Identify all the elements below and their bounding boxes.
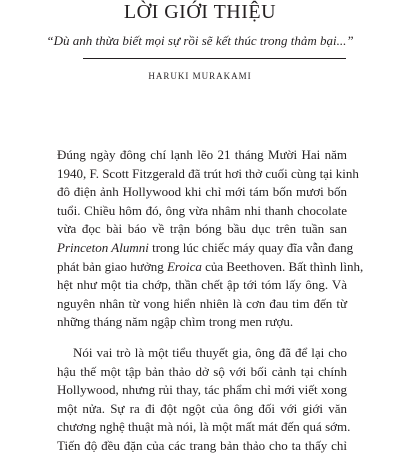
text-run: vừa đọc bài báo về trận bóng bầu dục trên tuần san [57, 221, 347, 237]
text-run: Nói vai trò là một tiểu thuyết gia, ông đã để lại cho [73, 344, 347, 360]
text-line [57, 418, 351, 437]
text-run: của Beethoven. Bất thình lình, [201, 258, 364, 274]
text-line [57, 400, 347, 419]
text-run: chương nghệ thuật mà nói, là một mất mát đến quá sớm. [57, 419, 351, 435]
body-text [57, 146, 364, 456]
divider-rule [83, 58, 346, 59]
text-line [57, 313, 347, 332]
text-run: tuổi. Chiều hôm đó, ông vừa nhâm nhi thanh chocolate [57, 202, 347, 218]
chapter-epigraph: “Dù anh thừa biết mọi sự rồi sẽ kết thúc trong thảm bại...” [46, 33, 354, 48]
text-line [57, 258, 364, 277]
text-line [57, 220, 347, 239]
text-line [57, 276, 347, 295]
text-line [57, 183, 347, 202]
text-line [57, 344, 347, 363]
text-run: Hollywood, nhưng rủi thay, tác phẩm chỉ mới viết xong [57, 382, 347, 398]
italic-text: Eroica [166, 258, 202, 274]
text-line [57, 146, 347, 165]
text-run: nguyên nhân từ vong hiển nhiên là cơn đau tim đến từ [57, 295, 347, 311]
text-run: hệt như một tia chớp, thần chết ập tới tóm lấy ông. Và [57, 277, 347, 293]
text-line [57, 202, 347, 221]
text-line [57, 165, 359, 184]
text-line [57, 239, 354, 258]
italic-text: Princeton Alumni [57, 239, 149, 255]
text-line [57, 295, 347, 314]
text-line [57, 437, 347, 456]
paragraph [57, 146, 364, 332]
chapter-title: LỜI GIỚI THIỆU [123, 1, 277, 23]
text-run: Đúng ngày đông chí lạnh lẽo 21 tháng Mười Hai năm [57, 147, 347, 162]
text-run: trong lúc chiếc máy quay đĩa vẫn đang [148, 239, 354, 255]
text-run: Tiến độ đều đặn của các trang bản thảo cho ta thấy chỉ [57, 437, 347, 453]
text-run: phát bản giao hưởng [57, 258, 167, 274]
text-run: hậu thế một tập bản thảo dở sộ với bối cảnh tại chính [57, 363, 347, 379]
text-run: 1940, F. Scott Fitzgerald đã trút hơi thở cuối cùng tại kinh [57, 165, 359, 181]
paragraph-gap [57, 332, 347, 344]
text-run: những tháng năm ngập chìm trong men rượu. [57, 314, 294, 330]
text-run: một nửa. Sự ra đi đột ngột của ông đối với giới văn [57, 400, 347, 416]
author-name: HARUKI MURAKAMI [148, 71, 252, 81]
text-line [57, 381, 347, 400]
text-run: đô điện ảnh Hollywood khi chỉ mới tám bốn mươi bốn [57, 184, 347, 200]
text-line [57, 363, 347, 382]
